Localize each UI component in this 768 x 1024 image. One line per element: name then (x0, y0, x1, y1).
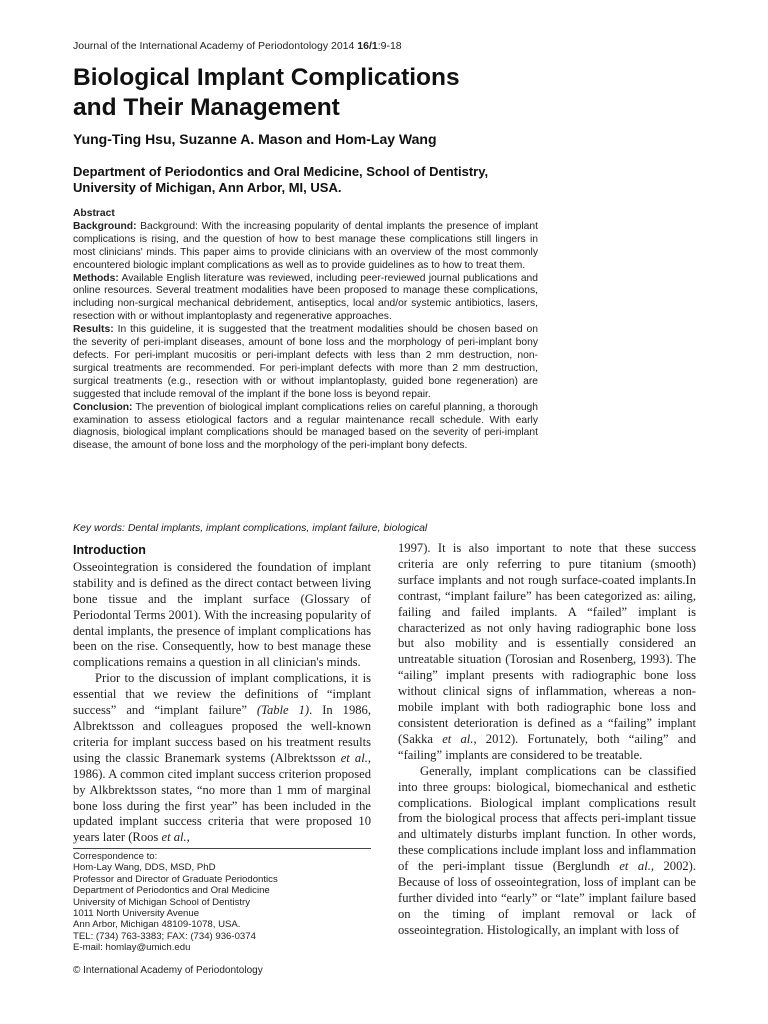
correspondence-line: Hom-Lay Wang, DDS, MSD, PhD (73, 862, 216, 874)
correspondence-line: TEL: (734) 763-3383; FAX: (734) 936-0374 (73, 930, 256, 942)
et-al-1: et al. (340, 750, 368, 765)
abstract-heading: Abstract (73, 208, 115, 219)
correspondence-line: Professor and Director of Graduate Periodontics (73, 873, 278, 885)
keywords: Key words: Dental implants, implant complications, implant failure, biological (73, 522, 428, 534)
table-reference[interactable]: (Table 1) (256, 703, 310, 718)
correspondence-divider (73, 848, 371, 849)
et-al-2: et al. (161, 830, 187, 845)
copyright-notice: © International Academy of Periodontology (73, 965, 263, 976)
correspondence-block (73, 851, 371, 954)
left-column (73, 543, 371, 846)
title-line-2: and Their Management (73, 94, 340, 121)
correspondence-line: Department of Periodontics and Oral Medicine (73, 885, 270, 897)
right-p2-text-a: Generally, implant complications can be classified into three groups: biological, biomechanical and esthetic complications. Biological implant complications result from the biological process that affects peri-implant tissue and ultimately disturbs implant function. In other words, these complications include implant loss and inflammation of the peri-implant tissue (Berglundh (398, 763, 696, 874)
intro-paragraph-2 (73, 671, 371, 846)
results-label: Results: (73, 324, 114, 336)
introduction-heading: Introduction (73, 543, 146, 557)
correspondence-line: Ann Arbor, Michigan 48109-1078, USA. (73, 919, 241, 931)
right-paragraph-2 (398, 764, 696, 939)
abstract-background (73, 221, 538, 273)
et-al-4: et al. (619, 859, 651, 874)
journal-citation (73, 40, 402, 52)
journal-pages: :9-18 (377, 40, 402, 52)
right-p1-text-b: , 2012). Fortunately, both “ailing” and “failing” implants are considered to be treatable. (398, 731, 696, 762)
background-label: Background: (73, 220, 137, 232)
intro-paragraph-1: Osseointegration is considered the foundation of implant stability and is defined as the direct contact between living bone tissue and the implant surface (Glossary of Periodontal Terms 2001). With the increasing popularity of dental implants, the presence of implant complications has been on the rise. Consequently, how to best manage these complications remains a question in all clinician's minds. (73, 559, 371, 670)
methods-label: Methods: (73, 272, 119, 284)
correspondence-heading: Correspondence to: (73, 851, 158, 862)
intro-p2-text-a: Prior to the discussion of implant complications, it is essential that we review the definitions of “implant success” and “implant failure” (73, 671, 371, 718)
conclusion-text: The prevention of biological implant complications relies on careful planning, a thorough examination to assess etiological factors and a regular maintenance recall schedule. With early diagnosis, biological implant complications should be managed based on the severity of peri-implant disease, the amount of bone loss and the morphology of the peri-implant bony defects. (73, 401, 538, 452)
background-text: Background: With the increasing popularity of dental implants the presence of implant complications is rising, and the question of how to best manage these complications still lingers in most clinicians' minds. This paper aims to provide clinicians with an overview of the most commonly encountered biologic implant complications as well as to provide guidelines as to how to treat them. (73, 220, 538, 271)
intro-p2-text-c: , 1986). A common cited implant success criterion proposed by Alkbrektsson states, “no more than 1 mm of marginal bone loss during the first year” has been included in the updated implant success criteria that were proposed 10 years later (Roos (73, 750, 372, 845)
title-line-1: Biological Implant Complications (73, 64, 460, 91)
affiliation-line-2: University of Michigan, Ann Arbor, MI, USA. (73, 180, 342, 195)
right-p2-text-b: , 2002). Because of loss of osseointegration, loss of implant can be further divided into “early” or “late” implant failure based on the timing of implant removal or lack of osseointegration. Histologically, an implant with loss of (398, 859, 696, 937)
affiliation-line-1: Department of Periodontics and Oral Medicine, School of Dentistry, (73, 164, 489, 179)
journal-volume: 16/1 (357, 40, 378, 52)
abstract-methods (73, 273, 538, 325)
abstract-results (73, 324, 538, 401)
article-page (73, 0, 697, 1024)
et-al-3: et al. (442, 731, 474, 746)
intro-p2-text-d: , (186, 830, 190, 845)
affiliation (73, 164, 633, 196)
results-text: In this guideline, it is suggested that the treatment modalities should be chosen based on the severity of peri-implant diseases, amount of bone loss and the morphology of peri-implant bony defects. For peri-implant mucositis or peri-implant defects with less than 2 mm destruction, non-surgical treatments are recommended. For peri-implant defects with more than 2 mm destruction, surgical treatments (e.g., resection with or without implantoplasty, guided bone regeneration) are suggested that include removal of the implant if the bone loss is beyond repair. (73, 324, 538, 400)
abstract (73, 208, 538, 453)
right-paragraph-1 (398, 541, 696, 764)
right-p1-text-a: 1997). It is also important to note that these success criteria are only referring to pure titanium (smooth) surface implants and not rough surface-coated implants.In contrast, “implant failure” has been categorized as: ailing, failing and failed implants. A “failed” implant is characterized as not only having radiographic bone loss but also mobility and is essentially considered an untreatable situation (Torosian and Rosenberg, 1993). The “ailing” implant presents with radiographic bone loss without clinical signs of inflammation, whereas a non-mobile implant with both radiographic bone loss and consistent deterioration is defined as a “failing” implant (Sakka (398, 541, 696, 746)
methods-text: Available English literature was reviewed, including peer-reviewed journal publications and online resources. Several treatment modalities have been proposed to manage these complications, including non-surgical mechanical debridement, antiseptics, local and/or systemic antibiotics, lasers, resection with or without implantoplasty and regenerative approaches. (73, 272, 538, 323)
abstract-conclusion (73, 402, 538, 454)
right-column (398, 541, 696, 939)
author-list: Yung-Ting Hsu, Suzanne A. Mason and Hom-Lay Wang (73, 131, 437, 147)
conclusion-label: Conclusion: (73, 401, 133, 413)
correspondence-line: 1011 North University Avenue (73, 908, 200, 920)
correspondence-line: University of Michigan School of Dentistry (73, 896, 251, 908)
journal-name: Journal of the International Academy of Periodontology 2014 (73, 40, 358, 52)
article-title (73, 63, 633, 123)
intro-p2-text-b: . In 1986, Albrektsson and colleagues proposed the well-known criteria for implant success based on his treatment results using the classic Branemark systems (Albrektsson (73, 703, 371, 765)
correspondence-email[interactable]: E-mail: homlay@umich.edu (73, 942, 191, 954)
